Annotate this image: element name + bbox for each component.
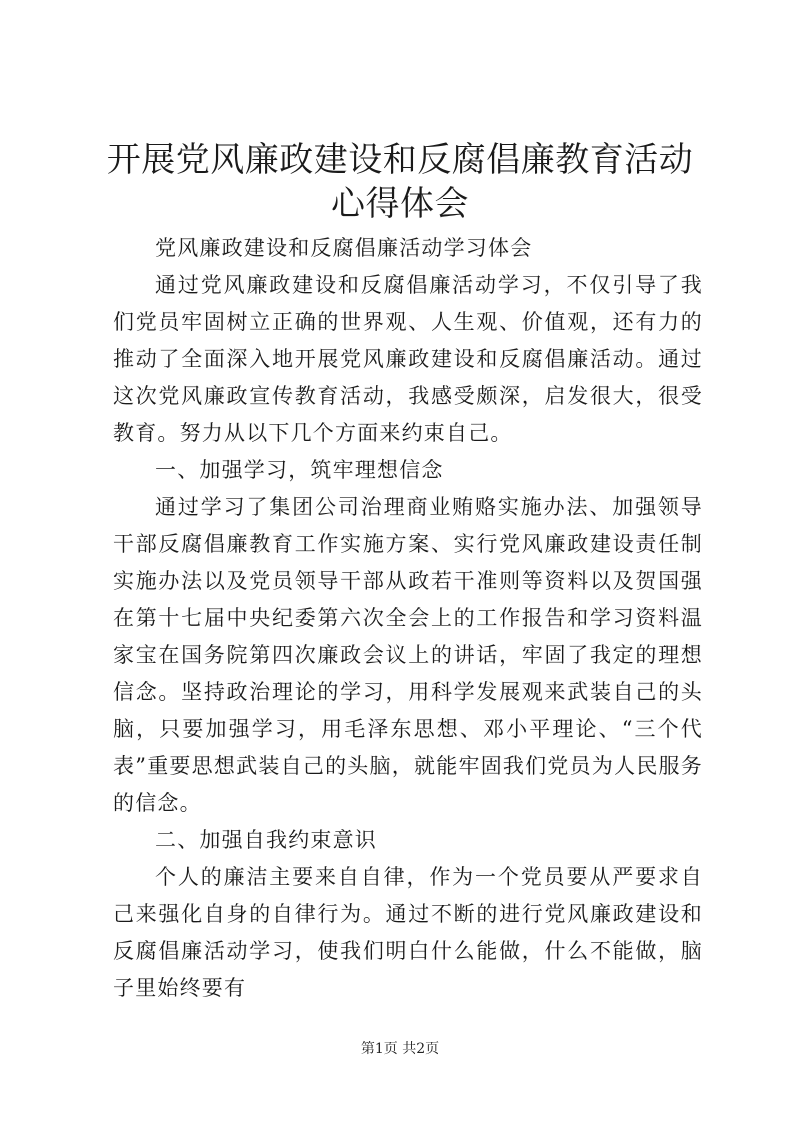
section-heading-1: 一、加强学习，筑牢理想信念 [155,458,444,482]
subtitle-paragraph: 党风廉政建设和反腐倡廉活动学习体会 [155,236,533,260]
section-1-paragraph: 通过学习了集团公司治理商业贿赂实施办法、加强领导干部反腐倡廉教育工作实施方案、实行党风廉政建设责任制实施办法以及党员领导干部从政若干准则等资料以及贺国强在第十七届中央纪委第六次全会上的工作报告和学习资料温家宝在国务院第四次廉政会议上的讲话，牢固了我定的理想信念。坚持政治理论的学习，用科学发展观来武装自己的头脑，只要加强学习，用毛泽东思想、邓小平理论、“三个代表”重要思想武装自己的头脑，就能牢固我们党员为人民服务的信念。 [113,495,703,815]
intro-paragraph: 通过党风廉政建设和反腐倡廉活动学习，不仅引导了我们党员牢固树立正确的世界观、人生观、价值观，还有力的推动了全面深入地开展党风廉政建设和反腐倡廉活动。通过这次党风廉政宣传教育活动，我感受颇深，启发很大，很受教育。努力从以下几个方面来约束自己。 [113,273,703,445]
section-2-paragraph: 个人的廉洁主要来自自律，作为一个党员要从严要求自己来强化自身的自律行为。通过不断的进行党风廉政建设和反腐倡廉活动学习，使我们明白什么能做，什么不能做，脑子里始终要有 [113,865,703,1000]
document-title: 开展党风廉政建设和反腐倡廉教育活动心得体会 [106,140,694,224]
section-heading-2: 二、加强自我约束意识 [155,828,377,852]
page-footer: 第1页 共2页 [360,1041,440,1057]
document-body [113,230,703,1007]
